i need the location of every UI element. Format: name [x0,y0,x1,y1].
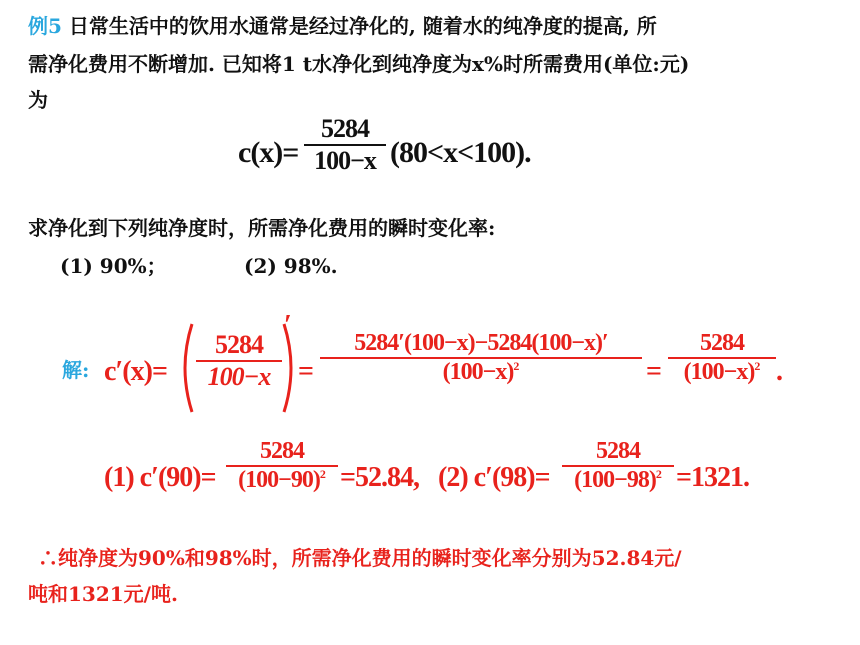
result-2-lhs: (2) c′(98)= [438,462,550,493]
question-text: 求净化到下列纯净度时，所需净化费用的瞬时变化率: [28,216,496,240]
paren-numerator: 5284 [215,330,263,359]
result-2-denominator: $(100-98)^2$ [574,467,662,493]
period: . [776,356,782,387]
result-1-lhs: (1) c′(90)= [104,462,216,493]
formula-lhs: c(x)= [238,136,299,169]
equals-2: = [646,356,661,387]
formula-numerator: 5284 [321,114,369,143]
final-fraction [668,330,776,386]
paren-denominator: 100−x [207,362,271,391]
solution-label: 解: [62,358,90,382]
result-1-fraction [226,438,338,494]
formula-fraction [304,114,386,176]
left-paren [185,324,192,412]
problem-text-1: 日常生活中的饮用水通常是经过净化的, 随着水的纯净度的提高, 所 [68,14,657,38]
equals-1: = [298,356,313,387]
final-numerator: 5284 [700,330,744,356]
problem-line-3: 为 [28,88,48,112]
result-2-numerator: 5284 [596,438,640,464]
question-item-1: (1) 90%； [60,254,167,278]
quotient-rule-fraction [320,330,642,386]
question-item-2: (2) 98%. [244,254,338,278]
result-2-value: =1321. [676,462,749,493]
result-2-fraction [562,438,674,494]
formula-denominator: 100−x [314,146,376,175]
example-label: 例5 [28,14,62,38]
quotient-numerator: 5284′(100−x)−5284(100−x)′ [354,330,608,356]
conclusion-line-1: ∴纯净度为90%和98%时，所需净化费用的瞬时变化率分别为52.84元/ [38,546,682,570]
result-1-value: =52.84, [340,462,419,493]
problem-line-1 [28,14,657,38]
problem-line-2: 需净化费用不断增加. 已知将1 t水净化到纯净度为x%时所需费用(单位:元) [28,52,690,76]
result-1-numerator: 5284 [260,438,304,464]
conclusion-line-2: 吨和1321元/吨. [28,582,178,606]
quotient-denominator: $(100-x)^2$ [442,359,520,385]
formula-domain: (80<x<100). [390,136,531,169]
paren-fraction [196,330,282,392]
result-1-denominator: $(100-90)^2$ [238,467,326,493]
solution-lhs: c′(x)= [104,356,167,387]
prime-mark: ′ [284,310,291,341]
final-denominator: $(100-x)^2$ [683,359,761,385]
